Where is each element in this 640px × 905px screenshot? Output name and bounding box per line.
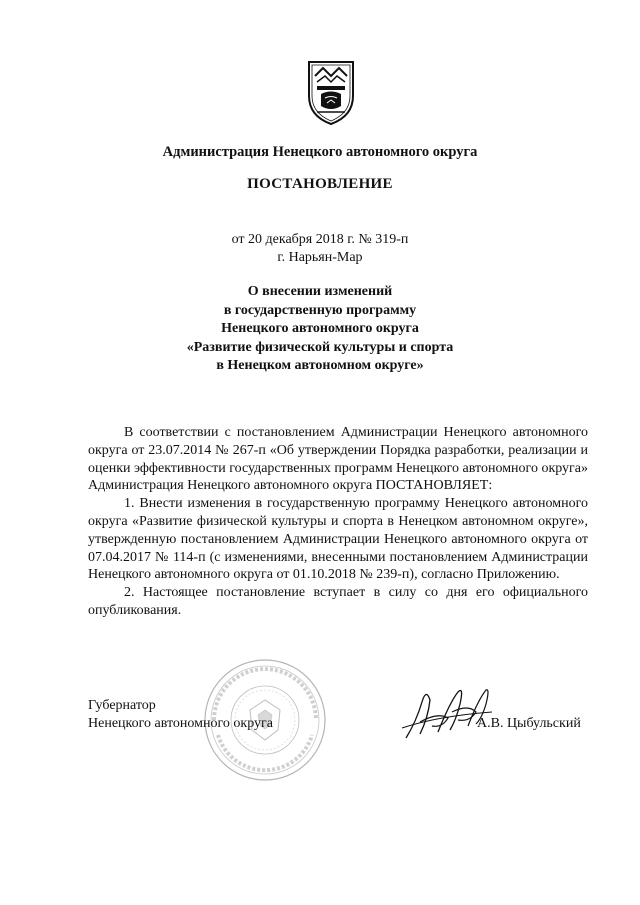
title-line: Ненецкого автономного округа bbox=[221, 321, 419, 336]
document-type: ПОСТАНОВЛЕНИЕ bbox=[247, 176, 393, 192]
title-line: «Развитие физической культуры и спорта bbox=[186, 339, 454, 355]
document-title bbox=[0, 283, 640, 376]
title-line: в государственную программу bbox=[223, 302, 417, 318]
organization-name: Администрация Ненецкого автономного округа bbox=[162, 144, 478, 160]
body-paragraph: В соответствии с постановлением Администрации Ненецкого автономного округа от 23.07.2014 № 267-п «Об утверждении Порядка разработки, реализации и оценки эффективности государственных программ Ненецкого автономного округа» Администрация Ненецкого автономного округа ПОСТАНОВЛЯЕТ: bbox=[88, 425, 589, 494]
document-city: г. Нарьян-Мар bbox=[277, 250, 363, 265]
title-line: в Ненецком автономном округе» bbox=[216, 358, 424, 373]
signatory-position bbox=[88, 697, 273, 733]
title-line: О внесении изменений bbox=[247, 284, 393, 299]
coat-of-arms-icon bbox=[303, 56, 359, 126]
document-date-number: от 20 декабря 2018 г. № 319-п bbox=[231, 232, 409, 247]
body-paragraph: 2. Настоящее постановление вступает в силу со дня его официального опубликования. bbox=[88, 585, 588, 618]
signatory-name: А.В. Цыбульский bbox=[477, 716, 581, 731]
body-paragraph: 1. Внести изменения в государственную программу Ненецкого автономного округа «Развитие физической культуры и спорта в Ненецком автономном округе», утвержденную постановлением Администрации Ненецкого автономного округа от 07.04.2017 № 114-п (с изменениями, внесенными постановлением Администрации Ненецкого автономного округа от 01.10.2018 № 239-п), согласно Приложению. bbox=[88, 496, 588, 583]
document-body bbox=[88, 424, 588, 620]
handwritten-signature bbox=[398, 682, 496, 744]
position-line: Ненецкого автономного округа bbox=[88, 716, 273, 731]
position-line: Губернатор bbox=[88, 698, 156, 713]
